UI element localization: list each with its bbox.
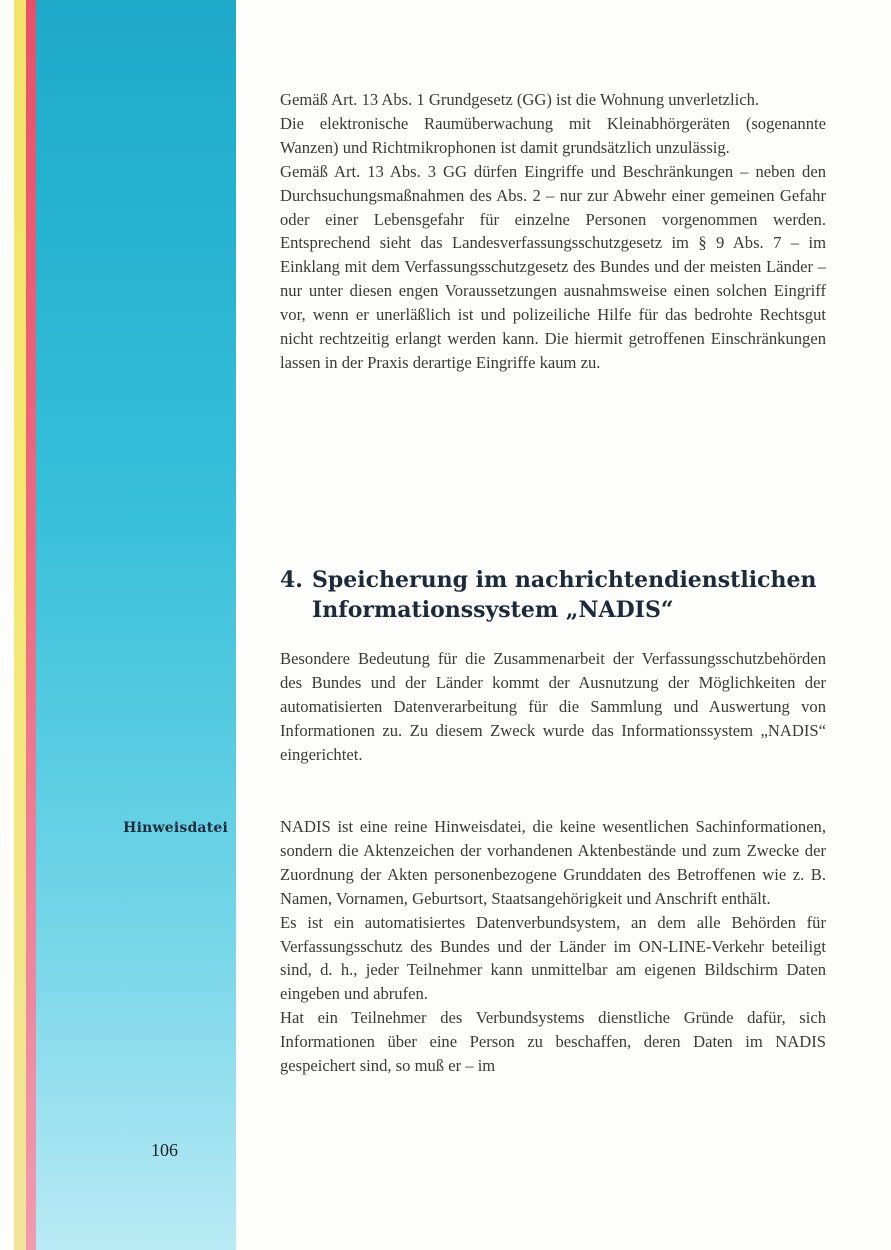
page-number: 106 [151, 1140, 178, 1160]
paragraph: NADIS ist eine reine Hinweisdatei, die keine wesentlichen Sachinformationen, sondern die Aktenzeichen der vorhandenen Aktenbestände und zum Zwecke der Zuordnung der Akten personenbezogene Grunddaten des Betroffenen wie z. B. Namen, Vornamen, Geburtsort, Staatsangehörigkeit und Anschrift enthält. [280, 817, 826, 908]
paragraph: Gemäß Art. 13 Abs. 3 GG dürfen Eingriffe und Beschränkungen – neben den Durchsuchungsmaßnahmen des Abs. 2 – nur zur Abwehr einer gemeinen Gefahr oder einer Lebensgefahr für einzelne Personen vorgenommen werden. Entsprechend sieht das Landesverfassungsschutzgesetz im § 9 Abs. 7 – im Einklang mit dem Verfassungsschutzgesetz des Bundes und der meisten Länder – nur unter diesen engen Voraussetzungen ausnahmsweise einen solchen Eingriff vor, wenn er unerläßlich ist und polizeiliche Hilfe für das bedrohte Rechtsgut nicht rechtzeitig erlangt werden kann. Die hiermit getroffenen Einschränkungen lassen in der Praxis derartige Eingriffe kaum zu. [280, 161, 826, 372]
section-heading [280, 565, 840, 625]
paragraph: Hat ein Teilnehmer des Verbundsystems dienstliche Gründe dafür, sich Informationen über eine Person zu beschaffen, deren Daten im NADIS gespeichert sind, so muß er – im [280, 1008, 826, 1076]
sidebar-stripe-yellow [14, 0, 26, 1250]
top-section-text [280, 88, 826, 375]
section-number: 4. [280, 567, 303, 593]
intro-section-text [280, 647, 826, 767]
paragraph: Die elektronische Raumüberwachung mit Kleinabhörgeräten (sogenannte Wanzen) und Richtmikrophonen ist damit grundsätzlich unzulässig. [280, 113, 826, 157]
section-heading-line-2: Informationssystem „NADIS“ [312, 597, 674, 623]
paragraph: Gemäß Art. 13 Abs. 1 Grundgesetz (GG) ist die Wohnung unverletzlich. [280, 90, 760, 109]
margin-note: Hinweisdatei [123, 820, 228, 836]
sidebar-stripe-red [26, 0, 36, 1250]
sidebar-gradient-band [36, 0, 236, 1250]
hinweis-section-text [280, 815, 826, 1078]
paragraph: Besondere Bedeutung für die Zusammenarbeit der Verfassungsschutzbehörden des Bundes und der Länder kommt der Ausnutzung der Möglichkeiten der automatisierten Datenverarbeitung für die Sammlung und Auswertung von Informationen zu. Zu diesem Zweck wurde das Informationssystem „NADIS“ eingerichtet. [280, 649, 826, 764]
section-heading-line-1: Speicherung im nachrichtendienstlichen [312, 567, 817, 593]
paragraph: Es ist ein automatisiertes Datenverbundsystem, an dem alle Behörden für Verfassungsschutz des Bundes und der Länder im ON-LINE-Verkehr beteiligt sind, d. h., jeder Teilnehmer kann unmittelbar am eigenen Bildschirm Daten eingeben und abrufen. [280, 912, 826, 1004]
